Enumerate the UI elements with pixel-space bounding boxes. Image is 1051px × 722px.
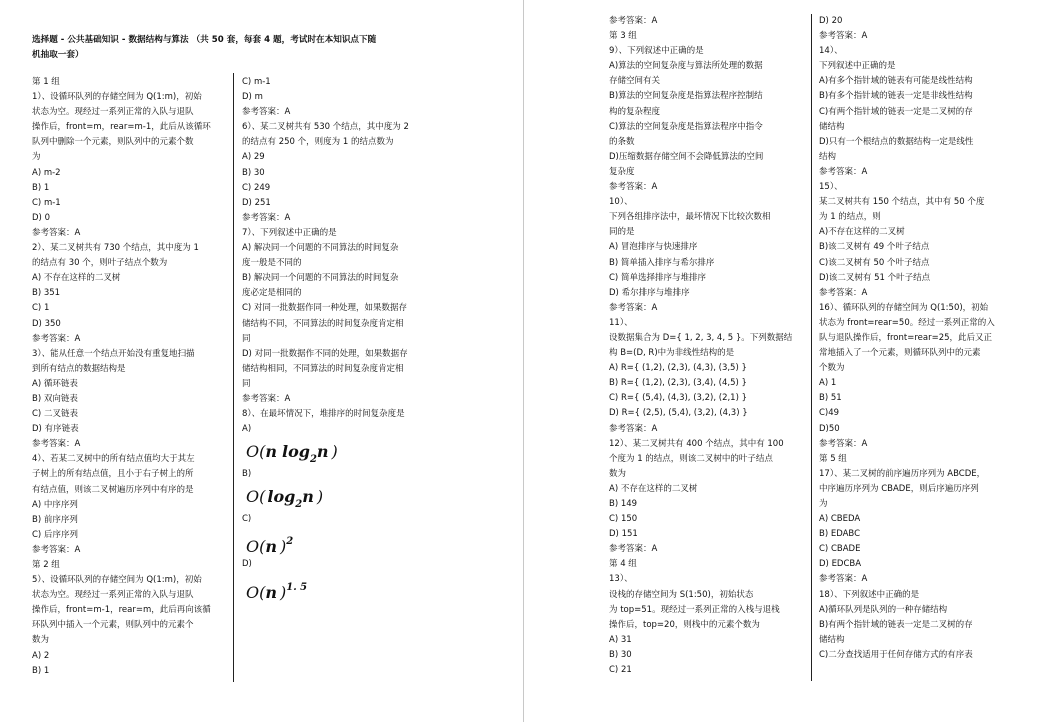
q8-option-label: A) bbox=[242, 424, 252, 435]
text-line: A)有多个指针域的链表有可能是线性结构 bbox=[819, 76, 973, 87]
text-line: C)二分查找适用于任何存储方式的有序表 bbox=[819, 649, 973, 660]
text-line: B)算法的空间复杂度是指算法程序控制结 bbox=[609, 91, 763, 102]
text-line: 储结构相同，不同算法的时间复杂度肯定相 bbox=[242, 363, 404, 374]
text-line: 参考答案：A bbox=[819, 31, 868, 42]
text-line: B)有两个指针域的链表一定是二叉树的存 bbox=[819, 619, 973, 630]
text-line: D) 有序链表 bbox=[32, 424, 79, 435]
text-line: A) 1 bbox=[819, 378, 837, 389]
text-line: 参考答案：A bbox=[819, 166, 868, 177]
text-line: A) 29 bbox=[242, 152, 265, 163]
text-line: 第 3 组 bbox=[609, 31, 637, 42]
text-line: A) m-2 bbox=[32, 167, 61, 178]
text-line: 有结点值，则该二叉树遍历序列中有序的是 bbox=[32, 484, 194, 495]
text-line: 操作后，front=m-1，rear=m，此后再向该循 bbox=[32, 605, 211, 616]
text-line: 存储空间有关 bbox=[609, 76, 661, 87]
text-line: 为 1 的结点，则 bbox=[819, 212, 881, 223]
text-line: 构 B=(D, R)中为非线性结构的是 bbox=[609, 348, 735, 359]
text-line: 参考答案：A bbox=[819, 574, 868, 585]
text-line: 参考答案：A bbox=[32, 439, 81, 450]
text-line: 参考答案：A bbox=[242, 212, 291, 223]
text-line: A) CBEDA bbox=[819, 514, 861, 525]
text-line: D) 希尔排序与堆排序 bbox=[609, 287, 690, 298]
text-line: B) R={ (1,2), (2,3), (3,4), (4,5) } bbox=[609, 378, 747, 389]
text-line: 状态为 front=rear=50。经过一系列正常的入 bbox=[819, 317, 995, 328]
text-line: D) m bbox=[242, 92, 263, 103]
text-line: B) 前序序列 bbox=[32, 514, 78, 525]
text-line: 下列叙述中正确的是 bbox=[819, 61, 896, 72]
formula-part: ) bbox=[316, 487, 324, 507]
text-line: A) 不存在这样的二叉树 bbox=[609, 483, 698, 494]
text-line: 操作后，front=m，rear=m-1，此后从该循环 bbox=[32, 122, 211, 133]
formula-part: 2 bbox=[309, 454, 317, 466]
text-line: A) 中序序列 bbox=[32, 499, 78, 510]
text-line: A)不存在这样的二叉树 bbox=[819, 227, 905, 238]
text-line: 7）、下列叙述中正确的是 bbox=[242, 227, 337, 238]
text-line: 参考答案：A bbox=[609, 423, 658, 434]
text-line: A) R={ (1,2), (2,3), (4,3), (3,5) } bbox=[609, 363, 747, 374]
text-line: D)只有一个根结点的数据结构一定是线性 bbox=[819, 136, 974, 147]
text-line: 5）、设循环队列的存储空间为 Q(1:m)，初始 bbox=[32, 575, 202, 586]
text-line: B) 149 bbox=[609, 499, 638, 509]
text-line: B) EDABC bbox=[819, 529, 861, 540]
formula-part: 2 bbox=[286, 536, 294, 548]
text-line: 16）、循环队列的存储空间为 Q(1:50)，初始 bbox=[819, 302, 989, 313]
column-1 bbox=[32, 75, 226, 679]
q8-option-label: C) bbox=[242, 514, 252, 525]
text-line: D) 20 bbox=[819, 16, 843, 26]
text-line: A)算法的空间复杂度与算法所处理的数据 bbox=[609, 61, 763, 72]
text-line: 1）、设循环队列的存储空间为 Q(1:m)，初始 bbox=[32, 92, 202, 103]
text-line: D) 对同一批数据作不同的处理，如果数据存 bbox=[242, 348, 408, 359]
text-line: A)循环队列是队列的一种存储结构 bbox=[819, 604, 948, 615]
text-line: 到所有结点的数据结构是 bbox=[32, 363, 126, 374]
text-line: 第 4 组 bbox=[609, 559, 637, 570]
text-line: 18）、下列叙述中正确的是 bbox=[819, 589, 920, 600]
formula-part: n bbox=[316, 442, 329, 462]
text-line: D)该二叉树有 51 个叶子结点 bbox=[819, 272, 931, 283]
text-line: 储结构 bbox=[819, 121, 845, 132]
text-line: 某二叉树共有 150 个结点，其中有 50 个度 bbox=[819, 197, 985, 208]
text-line: C) 1 bbox=[32, 303, 50, 314]
q8-options bbox=[242, 422, 434, 602]
text-line: C) 150 bbox=[609, 514, 638, 525]
text-line: 为 bbox=[32, 152, 41, 163]
text-line: C) CBADE bbox=[819, 544, 861, 555]
text-line: 状态为空。现经过一系列正常的入队与退队 bbox=[32, 590, 194, 601]
text-line: 11）、 bbox=[609, 317, 633, 328]
text-line: 为 top=51。现经过一系列正常的入栈与退栈 bbox=[609, 604, 780, 615]
text-line: 17）、某二叉树的前序遍历序列为 ABCDE， bbox=[819, 468, 986, 479]
text-line: B) 解决同一个问题的不同算法的时间复杂 bbox=[242, 273, 399, 284]
text-line: 参考答案：A bbox=[609, 16, 658, 26]
text-line: 参考答案：A bbox=[609, 302, 658, 313]
text-line: C)49 bbox=[819, 408, 840, 419]
text-line: 13）、 bbox=[609, 574, 633, 585]
column-2-text bbox=[242, 75, 434, 422]
formula-part: 1. 5 bbox=[286, 581, 308, 593]
formula-part: log bbox=[267, 487, 296, 507]
formula-part: ) bbox=[280, 582, 287, 602]
text-line: C) 21 bbox=[609, 665, 632, 676]
text-line: 状态为空。现经过一系列正常的入队与退队 bbox=[32, 107, 194, 118]
text-line: 子树上的所有结点值，且小于右子树上的所 bbox=[32, 469, 194, 480]
text-line: B) 1 bbox=[32, 182, 50, 193]
text-line: 下列各组排序法中，最坏情况下比较次数相 bbox=[609, 212, 771, 223]
text-line: 同的是 bbox=[609, 227, 635, 238]
text-line: B) 30 bbox=[242, 167, 265, 178]
formula-part: ) bbox=[280, 537, 287, 557]
column-4 bbox=[819, 14, 1017, 663]
column-2 bbox=[242, 75, 434, 603]
complexity-formula bbox=[242, 482, 434, 512]
text-line: C) 简单选择排序与堆排序 bbox=[609, 272, 706, 283]
text-line: 队与退队操作后，front=rear=25，此后又正 bbox=[819, 332, 993, 343]
heading-line: 机抽取一套） bbox=[32, 50, 84, 60]
text-line: D)压缩数据存储空间不会降低算法的空间 bbox=[609, 151, 764, 162]
text-line: B) 双向链表 bbox=[32, 393, 78, 404]
text-line: 储结构不同，不同算法的时间复杂度肯定相 bbox=[242, 318, 404, 329]
formula-part: n bbox=[265, 442, 277, 462]
text-line: B) 351 bbox=[32, 288, 61, 299]
complexity-formula bbox=[242, 527, 434, 557]
text-line: 参考答案：A bbox=[819, 287, 868, 298]
formula-part: ) bbox=[331, 442, 338, 462]
text-line: B)该二叉树有 49 个叶子结点 bbox=[819, 242, 930, 253]
text-line: 第 1 组 bbox=[32, 77, 60, 87]
text-line: 4）、若某二叉树中的所有结点值均大于其左 bbox=[32, 454, 195, 465]
text-line: D) 251 bbox=[242, 197, 271, 208]
text-line: 10）、 bbox=[609, 197, 633, 208]
text-line: 常地插入了一个元素，则循环队列中的元素 bbox=[819, 348, 981, 359]
formula-part: 2 bbox=[295, 499, 303, 511]
text-line: 构的复杂程度 bbox=[609, 106, 661, 117]
text-line: 个数为 bbox=[819, 363, 845, 374]
text-line: C) 二叉链表 bbox=[32, 409, 78, 420]
formula-part: n bbox=[302, 487, 314, 507]
formula-part: n bbox=[265, 582, 277, 602]
formula-part: O( bbox=[246, 442, 266, 462]
text-line: C) R={ (5,4), (4,3), (3,2), (2,1) } bbox=[609, 393, 748, 404]
formula-part: n bbox=[265, 537, 277, 557]
text-line: D) 0 bbox=[32, 212, 50, 223]
text-line: C) 249 bbox=[242, 182, 271, 193]
formula-part: O( bbox=[246, 537, 266, 557]
formula-part: O( bbox=[246, 487, 266, 507]
text-line: B) 30 bbox=[609, 649, 632, 660]
text-line: 度一般是不同的 bbox=[242, 258, 302, 269]
text-line: B) 简单插入排序与希尔排序 bbox=[609, 257, 715, 268]
text-line: 同 bbox=[242, 378, 251, 389]
text-line: 的结点有 250 个，则度为 1 的结点数为 bbox=[242, 137, 394, 148]
column-divider bbox=[233, 73, 234, 682]
text-line: 参考答案：A bbox=[242, 107, 291, 118]
text-line: C) 对同一批数据作同一种处理，如果数据存 bbox=[242, 303, 407, 314]
text-line: 储结构 bbox=[819, 634, 845, 645]
text-line: 为 bbox=[819, 499, 828, 509]
text-line: C)该二叉树有 50 个叶子结点 bbox=[819, 257, 930, 268]
text-line: 2）、某二叉树共有 730 个结点，其中度为 1 bbox=[32, 243, 199, 254]
text-line: 第 5 组 bbox=[819, 453, 847, 464]
text-line: B) 1 bbox=[32, 665, 50, 676]
text-line: 参考答案：A bbox=[609, 182, 658, 193]
column-divider bbox=[811, 14, 812, 681]
text-line: B)有多个指针域的链表一定是非线性结构 bbox=[819, 91, 973, 102]
text-line: 数为 bbox=[32, 635, 50, 646]
column-3 bbox=[609, 14, 805, 678]
complexity-formula bbox=[242, 437, 434, 467]
text-line: 的条数 bbox=[609, 136, 635, 147]
text-line: A) 循环链表 bbox=[32, 378, 78, 389]
text-line: 参考答案：A bbox=[32, 333, 81, 344]
heading-line: 选择题 - 公共基础知识 - 数据结构与算法 （共 50 套，每套 4 题，考试时在本知识点下随 bbox=[32, 35, 377, 45]
text-line: 复杂度 bbox=[609, 166, 635, 177]
text-line: 操作后，top=20，则栈中的元素个数为 bbox=[609, 619, 760, 630]
text-line: C) 后序序列 bbox=[32, 529, 78, 540]
text-line: D) EDCBA bbox=[819, 559, 862, 570]
text-line: 的结点有 30 个，则叶子结点个数为 bbox=[32, 258, 168, 269]
text-line: 参考答案：A bbox=[819, 438, 868, 449]
text-line: 6）、某二叉树共有 530 个结点，其中度为 2 bbox=[242, 122, 409, 133]
text-line: B) 51 bbox=[819, 393, 842, 404]
text-line: 8）、在最坏情况下，堆排序的时间复杂度是 bbox=[242, 409, 405, 420]
text-line: C) m-1 bbox=[32, 197, 61, 208]
text-line: 9）、下列叙述中正确的是 bbox=[609, 46, 704, 57]
q8-option-label: D) bbox=[242, 559, 252, 570]
q8-option-label: B) bbox=[242, 469, 252, 480]
text-line: 度必定是相同的 bbox=[242, 288, 302, 299]
text-line: 设栈的存储空间为 S(1:50)，初始状态 bbox=[609, 589, 754, 600]
text-line: 数为 bbox=[609, 468, 627, 479]
text-line: 参考答案：A bbox=[242, 393, 291, 404]
text-line: 第 2 组 bbox=[32, 560, 60, 570]
formula-part: log bbox=[282, 442, 310, 462]
text-line: 3）、能从任意一个结点开始没有重复地扫描 bbox=[32, 348, 195, 359]
text-line: D) R={ (2,5), (5,4), (3,2), (4,3) } bbox=[609, 408, 748, 419]
page-gutter bbox=[523, 0, 524, 722]
text-line: A) 31 bbox=[609, 634, 632, 645]
text-line: D)50 bbox=[819, 423, 840, 434]
text-line: D) 151 bbox=[609, 529, 638, 540]
text-line: A) 2 bbox=[32, 650, 50, 661]
text-line: D) 350 bbox=[32, 318, 61, 329]
text-line: C)算法的空间复杂度是指算法程序中指令 bbox=[609, 121, 763, 132]
text-line: A) 冒泡排序与快速排序 bbox=[609, 242, 698, 253]
text-line: 参考答案：A bbox=[609, 544, 658, 555]
complexity-formula bbox=[242, 573, 434, 603]
text-line: C) m-1 bbox=[242, 77, 271, 87]
text-line: A) 不存在这样的二叉树 bbox=[32, 273, 121, 284]
text-line: 同 bbox=[242, 333, 251, 344]
text-line: 参考答案：A bbox=[32, 227, 81, 238]
text-line: 参考答案：A bbox=[32, 544, 81, 555]
text-line: 14）、 bbox=[819, 46, 843, 57]
text-line: 12）、某二叉树共有 400 个结点，其中有 100 bbox=[609, 438, 784, 449]
text-line: 中序遍历序列为 CBADE，则后序遍历序列 bbox=[819, 483, 979, 494]
text-line: 设数据集合为 D={ 1, 2, 3, 4, 5 }。下列数据结 bbox=[609, 332, 793, 343]
text-line: A) 解决同一个问题的不同算法的时间复杂 bbox=[242, 243, 399, 254]
formula-part: O( bbox=[246, 582, 266, 602]
text-line: C)有两个指针域的链表一定是二叉树的存 bbox=[819, 106, 973, 117]
text-line: 环队列中插入一个元素，则队列中的元素个 bbox=[32, 620, 194, 631]
text-line: 结构 bbox=[819, 151, 837, 162]
text-line: 个度为 1 的结点，则该二叉树中的叶子结点 bbox=[609, 453, 773, 464]
text-line: 15）、 bbox=[819, 182, 843, 193]
text-line: 队列中删除一个元素，则队列中的元素个数 bbox=[32, 137, 194, 148]
document-heading bbox=[32, 33, 444, 63]
